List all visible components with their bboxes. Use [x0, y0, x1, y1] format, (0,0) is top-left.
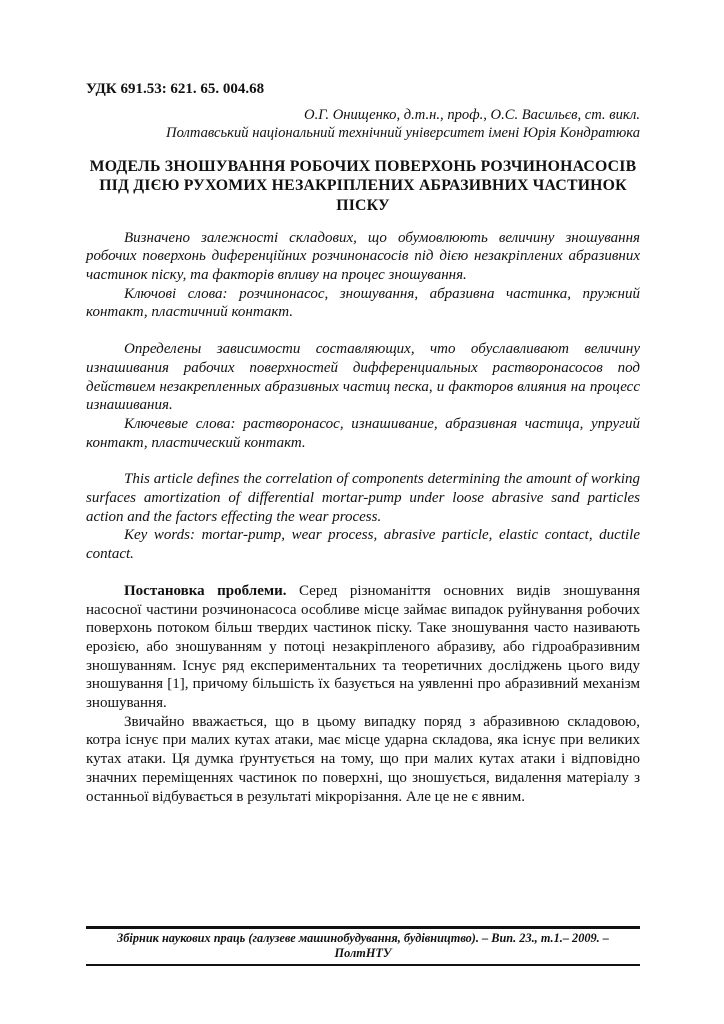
paper-title: МОДЕЛЬ ЗНОШУВАННЯ РОБОЧИХ ПОВЕРХОНЬ РОЗЧИНОНАСОСІВ ПІД ДІЄЮ РУХОМИХ НЕЗАКРІПЛЕНИХ АБРАЗИВНИХ ЧАСТИНОК ПІСКУ	[89, 157, 637, 214]
byline-block	[86, 106, 640, 143]
section-heading: Постановка проблеми.	[124, 582, 287, 599]
abstract-russian	[86, 340, 640, 452]
abstract-english-text: This article defines the correlation of components determining the amount of working surfaces amortization of differential mortar-pump under loose abrasive sand particles action and the factors effecting the wear process.	[86, 471, 640, 525]
spacer	[86, 564, 640, 582]
abstract-english-keywords: Key words: mortar-pump, wear process, abrasive particle, elastic contact, ductile contact.	[86, 527, 640, 563]
authors-line: О.Г. Онищенко, д.т.н., проф., О.С. Васильєв, ст. викл.	[304, 107, 640, 123]
abstract-ukrainian	[86, 229, 640, 323]
abstract-ukrainian-text: Визначено залежності складових, що обумовлюють величину зношування робочих поверхонь диференційних розчинонасосів під дією незакріплених абразивних частинок піску, та факторів впливу на процес зношування.	[86, 229, 640, 283]
abstract-russian-keywords: Ключевые слова: растворонасос, изнашивание, абразивная частица, упругий контакт, пластический контакт.	[86, 415, 640, 451]
abstract-ukrainian-keywords: Ключові слова: розчинонасос, зношування, абразивна частинка, пружний контакт, пластичний контакт.	[86, 285, 640, 321]
affiliation-line: Полтавський національний технічний університет імені Юрія Кондратюка	[166, 125, 640, 142]
journal-footer: Збірник наукових праць (галузеве машинобудування, будівництво). – Вип. 23., т.1.– 2009. – ПолтНТУ	[86, 926, 640, 966]
abstract-english	[86, 470, 640, 564]
spacer	[86, 452, 640, 470]
udc-code: УДК 691.53: 621. 65. 004.68	[86, 81, 265, 97]
body-text	[86, 582, 640, 806]
body-paragraph-2: Звичайно вважається, що в цьому випадку поряд з абразивною складовою, котра існує при малих кутах атаки, має місце ударна складова, яка існує при великих кутах атаки. Ця думка ґрунтується на тому, що при малих кутах атаки і відповідно значних переміщеннях частинок по поверхні, що зношується, видалення матеріалу з останньої відбувається в результаті мікрорізання. Але це не є явним.	[86, 713, 640, 805]
abstract-russian-text: Определены зависимости составляющих, что обуславливают величину изнашивания рабочих поверхностей дифференциальных растворонасосов под действием незакрепленных абразивных частиц песка, и факторов влияния на процесс изнашивания.	[86, 341, 640, 414]
spacer	[86, 322, 640, 340]
problem-statement-paragraph	[86, 582, 640, 713]
problem-statement-text: Серед різноманіття основних видів зношування насосної частини розчинонасоса особливе місце займає випадок руйнування робочих поверхонь потоком більш твердих частинок піску. Таке зношування часто називають ерозією, або зношуванням у потоці незакріпленого абразиву, або гідроабразивним зношуванням. Існує ряд експериментальних та теоретичних досліджень цього виду зношування [1], причому більшість їх базується на уявленні про абразивний механізм зношування.	[86, 582, 641, 712]
